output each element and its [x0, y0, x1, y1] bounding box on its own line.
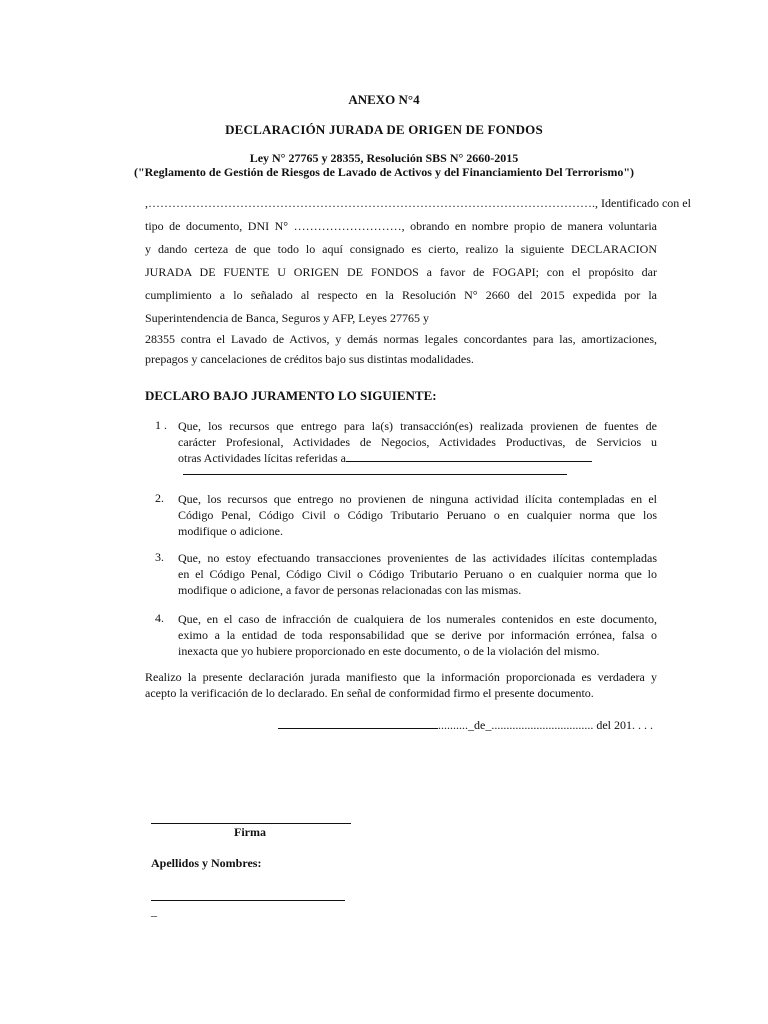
item-line: Que, los recursos que entrego no provienen de ninguna actividad ilícita contempladas en el	[178, 492, 657, 506]
item-number: 4.	[155, 611, 164, 625]
date-line	[278, 717, 653, 733]
item-line: Que, los recursos que entrego para la(s) transacción(es) realizada provienen de fuentes de	[178, 419, 657, 433]
intro-line: Superintendencia de Banca, Seguros y AFP, Leyes 27765 y	[145, 311, 429, 325]
signature-label: Firma	[234, 825, 266, 839]
item-line: Código Penal, Código Civil o Código Tributario Peruano o en cualquier norma que los	[178, 508, 657, 522]
item-line: Que, en el caso de infracción de cualquiera de los numerales contenidos en este documento,	[178, 612, 657, 626]
activities-blank-line-2[interactable]	[183, 474, 567, 475]
item-line: modifique o adicione.	[178, 524, 283, 538]
names-line[interactable]	[151, 900, 345, 901]
declaration-heading: DECLARO BAJO JURAMENTO LO SIGUIENTE:	[145, 388, 437, 403]
item-line: en el Código Penal, Código Civil o Código Tributario Peruano o en cualquier norma que lo	[178, 567, 657, 581]
intro-line: cumplimiento a lo señalado al respecto en la Resolución N° 2660 del 2015 expedida por la	[145, 288, 657, 302]
day-blank[interactable]: ..........	[438, 718, 468, 732]
month-blank[interactable]: ..................................	[491, 718, 594, 732]
declaration-item	[178, 611, 657, 659]
place-blank-line[interactable]	[278, 717, 438, 729]
date-de-label: _de_	[468, 718, 492, 732]
intro-line: JURADA DE FUENTE U ORIGEN DE FONDOS a favor de FOGAPI; con el propósito dar	[145, 265, 657, 279]
declaration-item	[178, 418, 657, 466]
intro-line: tipo de documento, DNI N° ………………………, obrando en nombre propio de manera voluntaria	[145, 219, 657, 233]
annex-title: ANEXO N°4	[348, 92, 420, 107]
item-line: otras Actividades lícitas referidas a	[178, 451, 346, 465]
document-title: DECLARACIÓN JURADA DE ORIGEN DE FONDOS	[225, 122, 543, 137]
regulation-reference: ("Reglamento de Gestión de Riesgos de Lavado de Activos y del Financiamiento Del Terrorismo")	[133, 165, 635, 179]
item-line-with-blank	[178, 450, 657, 466]
activities-blank-line[interactable]	[346, 450, 592, 462]
names-label: Apellidos y Nombres:	[151, 856, 262, 870]
item-number: 1 .	[155, 418, 167, 432]
item-line: modifique o adicione, a favor de personas relacionadas con las mismas.	[178, 583, 522, 597]
declaration-item	[178, 491, 657, 539]
signature-line[interactable]	[151, 823, 351, 824]
year-label: del 201. . . .	[593, 718, 653, 732]
intro-line: 28355 contra el Lavado de Activos, y demás normas legales concordantes para las, amortizaciones,	[145, 332, 657, 346]
names-line-tail: _	[151, 904, 157, 918]
intro-line: prepagos y cancelaciones de créditos bajo sus distintas modalidades.	[145, 352, 474, 366]
intro-line: y dando certeza de que todo lo aquí consignado es cierto, realizo la siguiente DECLARACION	[145, 242, 657, 256]
law-reference: Ley N° 27765 y 28355, Resolución SBS N° 2660-2015	[249, 151, 519, 165]
item-line: eximo a la entidad de toda responsabilidad que se derive por información errónea, falsa o	[178, 628, 657, 642]
item-line: inexacta que yo hubiere proporcionado en este documento, o de la violación del mismo.	[178, 644, 600, 658]
closing-line: Realizo la presente declaración jurada manifiesto que la información proporcionada es verdadera y	[145, 670, 657, 684]
item-number: 2.	[155, 491, 164, 505]
item-line: carácter Profesional, Actividades de Negocios, Actividades Productivas, de Servicios u	[178, 435, 657, 449]
declaration-item	[178, 550, 657, 598]
item-number: 3.	[155, 550, 164, 564]
item-line: Que, no estoy efectuando transacciones provenientes de las actividades ilícitas contempladas	[178, 551, 657, 565]
closing-line: acepto la verificación de lo declarado. En señal de conformidad firmo el presente documento.	[145, 686, 594, 700]
intro-line: ,…………………………………………………………………………………………………., Identificado con el	[145, 196, 691, 210]
